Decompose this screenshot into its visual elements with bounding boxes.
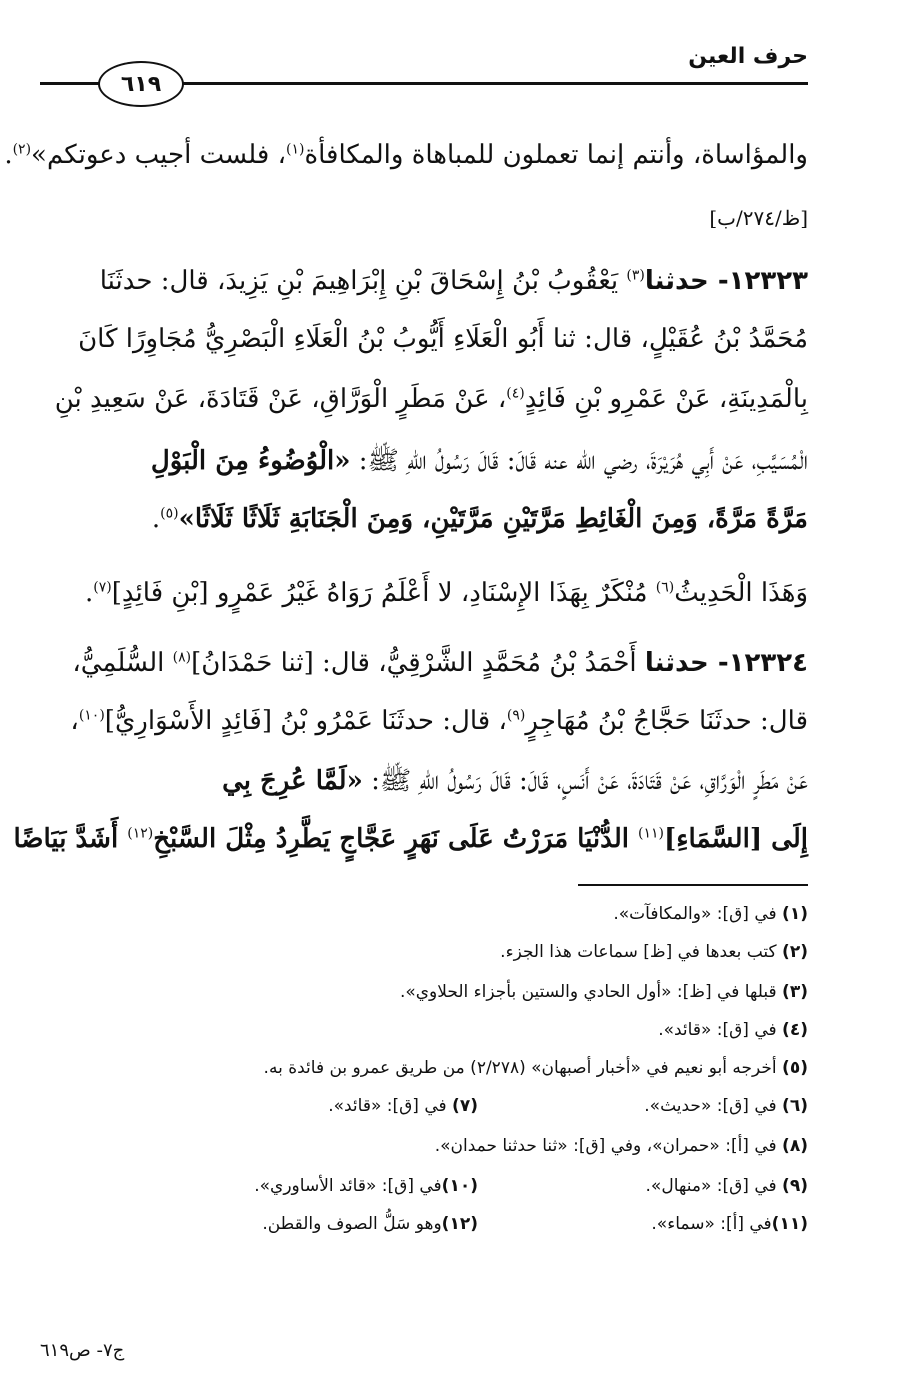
- footnote-7: [328, 1096, 478, 1116]
- hadith-12323-line-1: [40, 266, 808, 296]
- footnote-text: في [أ]: «حمران»، وفي [ق]: «ثنا حدثنا حمدان».: [434, 1136, 777, 1156]
- text-fragment: قال: حدثَنَا حَجَّاجُ بْنُ مُهَاجِرٍ: [525, 706, 808, 736]
- footnote-ref-2[interactable]: (٢): [12, 141, 32, 158]
- footnote-number: (٦): [782, 1096, 808, 1116]
- text-fragment: بِالْمَدِينَةِ، عَنْ عَمْرِو بْنِ فَائِدٍ: [524, 384, 808, 414]
- footnote-ref-11[interactable]: (١١): [638, 825, 664, 842]
- text-fragment: وَهَذَا الْحَدِيثُ: [674, 578, 808, 608]
- manuscript-ref: [ظ/٢٧٤/ب]: [709, 206, 808, 230]
- hadith-12324-line-3: [40, 764, 808, 802]
- hadith-12323-line-4: [40, 444, 808, 482]
- footnote-6: [478, 1096, 808, 1116]
- footnote-2: [500, 942, 808, 962]
- footnote-1: [613, 904, 808, 924]
- comment-line: [40, 578, 808, 608]
- hadith-matn: «الْوُضُوءُ مِنَ الْبَوْلِ: [150, 446, 351, 476]
- hadith-matn: الدُّنْيَا مَرَرْتُ عَلَى نَهَرٍ عَجَّاجٍ يَطَّرِدُ مِثْلَ السَّبْخِ: [153, 824, 639, 854]
- text-line-1: [4, 140, 808, 170]
- footnote-text: في [ق]: «قائد».: [658, 1020, 777, 1040]
- page-number: ٦١٩: [98, 61, 184, 107]
- footnote-text: قبلها في [ظ]: «أول الحادي والستين بأجزاء الحلاوي».: [399, 982, 777, 1002]
- hadith-matn: «لَمَّا عُرِجَ بِي: [222, 766, 363, 796]
- text-fragment: أَحْمَدُ بْنُ مُحَمَّدٍ الشَّرْقِيُّ، قال: [ثنا حَمْدَانُ]: [191, 648, 637, 678]
- footnote-8: [435, 1136, 808, 1156]
- text-fragment: يَعْقُوبُ بْنُ إِسْحَاقَ بْنِ إِبْرَاهِيمَ بْنِ يَزِيدَ، قال: حدثَنَا: [99, 266, 619, 296]
- hadith-12323-line-2: مُحَمَّدُ بْنُ عُقَيْلٍ، قال: ثنا أَبُو الْعَلَاءِ أَيُّوبُ بْنُ الْعَلَاءِ الْبَصْرِيُّ مُجَاوِرًا كَانَ: [78, 324, 808, 354]
- footnote-ref-1[interactable]: (١): [286, 141, 305, 158]
- footnote-text: كتب بعدها في [ظ] سماعات هذا الجزء.: [500, 942, 777, 962]
- footnote-number: (٣): [782, 982, 808, 1002]
- footnote-text: في [ق]: «والمكافآت».: [613, 904, 777, 924]
- footnote-row: [108, 1214, 808, 1234]
- footnote-ref-5[interactable]: (٥): [160, 505, 179, 522]
- footnote-number: (١٠): [441, 1176, 478, 1196]
- footnote-number: (٥): [782, 1058, 808, 1078]
- footnote-number: (٩): [782, 1176, 808, 1196]
- hadith-number: ١٢٣٢٤- حدثنا: [644, 648, 808, 678]
- footnote-4: [658, 1020, 808, 1040]
- text-fragment: .: [85, 578, 94, 608]
- footnote-5: [264, 1058, 808, 1078]
- footnote-text: أخرجه أبو نعيم في «أخبار أصبهان» (٢/٢٧٨) من طريق عمرو بن فائدة به.: [263, 1058, 777, 1078]
- footnote-number: (١١): [771, 1214, 808, 1234]
- footnote-number: (١): [782, 904, 808, 924]
- footnote-number: (٢): [782, 942, 808, 962]
- text-fragment: والمؤاساة، وأنتم إنما تعملون للمباهاة والمكافأة: [304, 140, 808, 170]
- footnote-text: وهو سَلُّ الصوف والقطن.: [262, 1214, 442, 1234]
- text-fragment: عَنْ مَطَرٍ الْوَرَّاقِ، عَنْ قَتَادَةَ، عَنْ أَنَسٍ، قَالَ: قَالَ رَسُولُ اللهِ ﷺ:: [362, 766, 808, 796]
- text-fragment: السُّلَمِيُّ،: [72, 648, 173, 678]
- footnote-9: [478, 1176, 808, 1196]
- hadith-matn: إِلَى [السَّمَاءِ]: [664, 824, 808, 854]
- footnote-ref-7[interactable]: (٧): [93, 579, 112, 596]
- text-fragment: ، قال: حدثَنَا عَمْرُو بْنُ [فَائِدٍ الأَسْوَارِيُّ]: [104, 706, 507, 736]
- footnote-text: في [ق]: «قائد الأساوري».: [254, 1176, 442, 1196]
- text-fragment: ، فلست أجيب دعوتكم»: [31, 140, 286, 170]
- footnote-ref-9[interactable]: (٩): [506, 707, 526, 724]
- footnote-text: في [ق]: «حديث».: [644, 1096, 777, 1116]
- text-fragment: ،: [70, 706, 79, 736]
- text-fragment: .: [151, 504, 161, 534]
- hadith-12323-line-5: [40, 504, 808, 534]
- hadith-number: ١٢٣٢٣- حدثنا: [644, 266, 808, 296]
- footnote-text: في [ق]: «قائد».: [328, 1096, 447, 1116]
- footnote-ref-6[interactable]: (٦): [655, 579, 675, 596]
- footnote-3: [400, 982, 808, 1002]
- hadith-matn: مَرَّةً مَرَّةً، وَمِنَ الْغَائِطِ مَرَّتَيْنِ مَرَّتَيْنِ، وَمِنَ الْجَنَابَةِ ثَلَاثًا ثَلَاثًا»: [178, 504, 808, 534]
- hadith-12323-line-3: [40, 384, 808, 414]
- text-fragment: مُنْكَرٌ بِهَذَا الإِسْنَادِ، لا أَعْلَمُ رَوَاهُ غَيْرُ عَمْرٍو [بْنِ فَائِدٍ]: [111, 578, 656, 608]
- hadith-12324-line-2: [40, 706, 808, 736]
- footnote-separator: [578, 884, 808, 886]
- footnote-10: [254, 1176, 478, 1196]
- footnote-number: (٤): [782, 1020, 808, 1040]
- footnote-ref-4[interactable]: (٤): [506, 385, 525, 402]
- volume-page-signature: ج٧- ص٦١٩: [40, 1340, 125, 1361]
- hadith-12324-line-4: [13, 824, 808, 854]
- text-fragment: ، عَنْ مَطَرٍ الْوَرَّاقِ، عَنْ قَتَادَةَ، عَنْ سَعِيدِ بْنِ: [54, 384, 507, 414]
- footnote-text: في [ق]: «منهال».: [645, 1176, 777, 1196]
- footnote-number: (٧): [452, 1096, 478, 1116]
- text-fragment: .: [4, 140, 13, 170]
- text-fragment: الْمُسَيَّبِ، عَنْ أَبِي هُرَيْرَةَ، رضي الله عنه قَالَ: قَالَ رَسُولُ اللهِ ﷺ:: [350, 446, 808, 476]
- hadith-12324-line-1: [40, 648, 808, 678]
- footnote-ref-8[interactable]: (٨): [172, 649, 192, 666]
- hadith-matn: أَشَدَّ بَيَاضًا: [13, 824, 128, 854]
- footnote-row: [108, 1096, 808, 1116]
- footnote-row: [108, 1176, 808, 1196]
- running-head: حرف العين: [688, 44, 808, 69]
- footnote-number: (١٢): [441, 1214, 478, 1234]
- footnote-text: في [أ]: «سماء».: [651, 1214, 772, 1234]
- footnote-number: (٨): [782, 1136, 808, 1156]
- footnote-ref-12[interactable]: (١٢): [127, 825, 154, 842]
- footnote-11: [478, 1214, 808, 1234]
- footnote-12: [262, 1214, 478, 1234]
- footnote-ref-10[interactable]: (١٠): [78, 707, 105, 724]
- footnote-ref-3[interactable]: (٣): [626, 267, 645, 284]
